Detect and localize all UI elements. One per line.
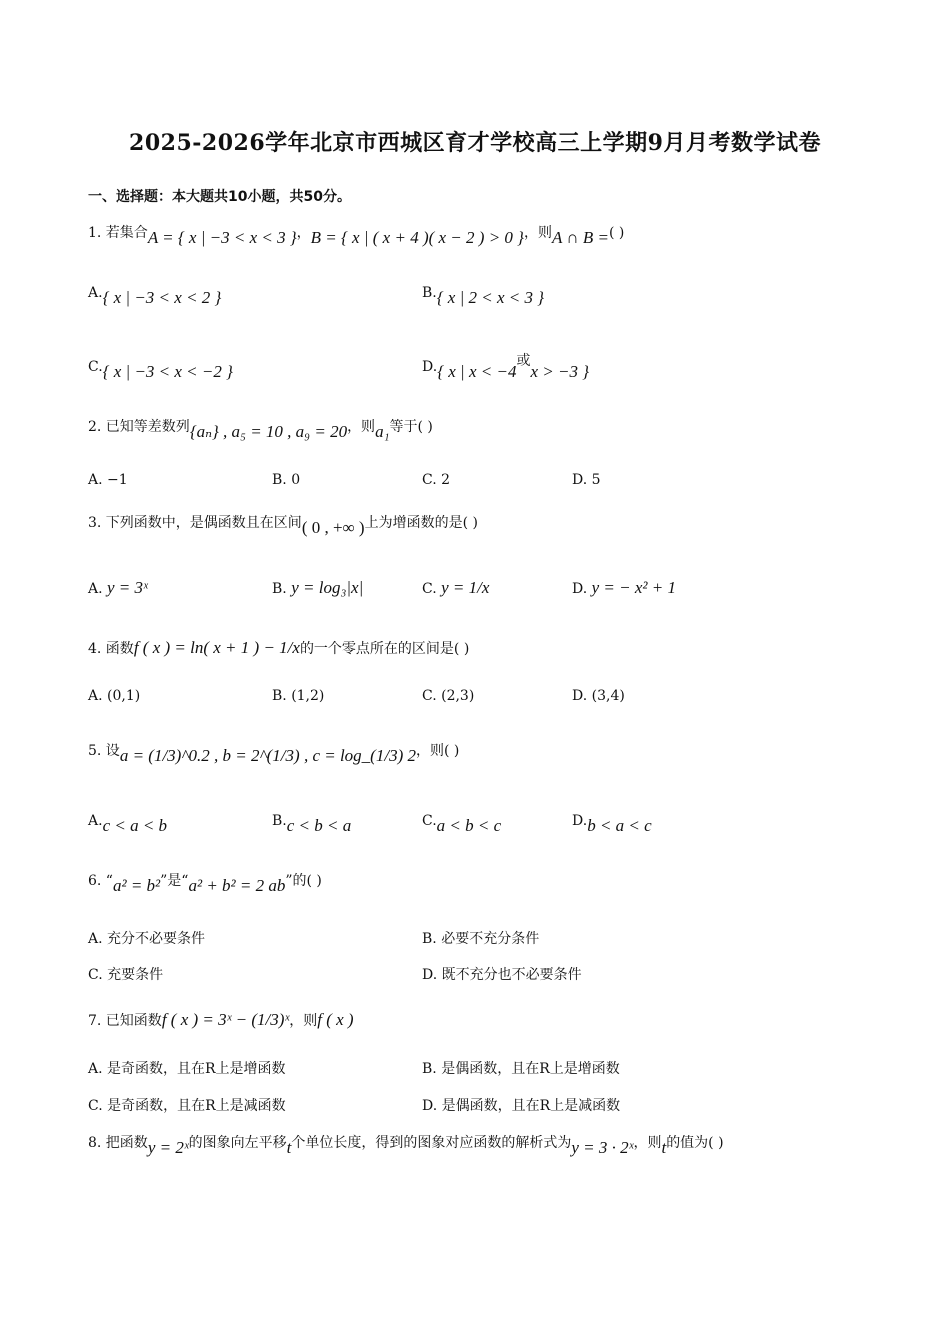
option-math: y = − x² + 1: [591, 578, 676, 597]
q1-set-b: B = { x | ( x + 4 )( x − 2 ) > 0 }: [310, 228, 524, 247]
q8-function: y = 2ˣ: [147, 1138, 189, 1157]
q6-condition-2: a² + b² = 2 ab: [188, 876, 286, 895]
q8-mid2: 个单位长度，得到的图象对应函数的解析式为: [291, 1135, 572, 1151]
q4-option-b[interactable]: B. (1,2): [272, 688, 325, 704]
question-8: [88, 1132, 724, 1157]
option-label: B.: [272, 581, 287, 597]
option-label: D.: [422, 359, 438, 375]
section-heading: 一、选择题：本大题共10小题，共50分。: [88, 189, 351, 205]
option-math: { x | −3 < x < −2 }: [102, 362, 233, 381]
q3-tail: 上为增函数的是( ): [364, 515, 478, 531]
option-label: C.: [88, 359, 103, 375]
q6-option-a[interactable]: A. 充分不必要条件: [88, 931, 206, 947]
option-math: b < a < c: [587, 816, 652, 835]
q8-then: ，则: [633, 1135, 662, 1151]
q7-option-a[interactable]: A. 是奇函数，且在R上是增函数: [88, 1061, 286, 1077]
question-5: [88, 740, 460, 765]
option-or: 或: [516, 353, 531, 369]
q1-paren: ( ): [608, 225, 625, 241]
q5-then: ，则( ): [415, 743, 460, 759]
q6-option-b[interactable]: B. 必要不充分条件: [422, 931, 540, 947]
q1-option-a[interactable]: [88, 282, 222, 307]
q4-tail: 的一个零点所在的区间是( ): [299, 641, 470, 657]
option-label: B.: [272, 813, 287, 829]
q1-option-d[interactable]: [422, 353, 589, 381]
option-math: y = log₃|x|: [291, 578, 364, 597]
q4-option-c[interactable]: C. (2,3): [422, 688, 475, 704]
q6-condition-1: a² = b²: [112, 876, 161, 895]
option-math: x > −3 }: [530, 362, 589, 381]
option-math: y = 3ˣ: [107, 578, 148, 597]
q2-then: ，则: [347, 419, 376, 435]
q6-option-d[interactable]: D. 既不充分也不必要条件: [422, 967, 582, 983]
option-math: y = 1/x: [441, 578, 490, 597]
q2-option-d[interactable]: D. 5: [572, 472, 601, 488]
q2-option-c[interactable]: C. 2: [422, 472, 451, 488]
q2-a1: a₁: [375, 422, 390, 441]
question-6: [88, 870, 322, 895]
q6-tail: ”的( ): [285, 873, 322, 889]
q8-stem: 8. 把函数: [88, 1135, 148, 1151]
q3-option-a[interactable]: [88, 578, 148, 598]
q5-definitions: a = (1/3)^0.2 , b = 2^(1/3) , c = log_(1/3) 2: [119, 746, 416, 765]
option-math: a < b < c: [436, 816, 502, 835]
q4-option-a[interactable]: A. (0,1): [88, 688, 141, 704]
q3-option-c[interactable]: [422, 578, 489, 598]
option-label: C.: [422, 813, 437, 829]
q1-sep: ，: [296, 225, 311, 241]
q1-set-a: A = { x | −3 < x < 3 }: [147, 228, 297, 247]
q5-option-a[interactable]: [88, 810, 168, 835]
q2-stem: 2. 已知等差数列: [88, 419, 190, 435]
q5-option-b[interactable]: [272, 810, 352, 835]
q3-option-d[interactable]: [572, 578, 676, 598]
option-label: A.: [88, 581, 103, 597]
q1-stem: 1. 若集合: [88, 225, 148, 241]
q3-option-b[interactable]: [272, 578, 363, 598]
q4-option-d[interactable]: D. (3,4): [572, 688, 625, 704]
q3-stem: 3. 下列函数中，是偶函数且在区间: [88, 515, 302, 531]
q8-t: t: [286, 1138, 292, 1157]
option-label: D.: [572, 581, 588, 597]
question-1: [88, 222, 625, 247]
page-title: 2025-2026学年北京市西城区育才学校高三上学期9月月考数学试卷: [129, 130, 821, 156]
q8-result: y = 3 · 2ˣ: [571, 1138, 634, 1157]
q1-intersection: A ∩ B =: [551, 228, 609, 247]
q2-option-b[interactable]: B. 0: [272, 472, 301, 488]
q2-option-a[interactable]: A. −1: [88, 472, 128, 488]
q2-sequence: {aₙ} , a₅ = 10 , a₉ = 20: [189, 422, 348, 441]
q6-stem: 6. “: [88, 873, 113, 889]
option-math: { x | 2 < x < 3 }: [436, 288, 545, 307]
q6-mid: ”是“: [160, 873, 189, 889]
q7-fx: f ( x ): [317, 1010, 354, 1029]
option-label: D.: [572, 813, 588, 829]
q4-stem: 4. 函数: [88, 641, 134, 657]
question-3: [88, 512, 478, 537]
option-label: C.: [422, 581, 437, 597]
q2-tail: 等于( ): [389, 419, 433, 435]
option-label: A.: [88, 813, 103, 829]
q7-option-b[interactable]: B. 是偶函数，且在R上是增函数: [422, 1061, 620, 1077]
q5-stem: 5. 设: [88, 743, 120, 759]
q7-option-d[interactable]: D. 是偶函数，且在R上是减函数: [422, 1098, 621, 1114]
q3-interval: ( 0 , +∞ ): [301, 518, 365, 537]
q8-mid: 的图象向左平移: [188, 1135, 287, 1151]
q7-option-c[interactable]: C. 是奇函数，且在R上是减函数: [88, 1098, 286, 1114]
question-7: [88, 1010, 354, 1030]
question-4: [88, 638, 469, 658]
option-math: { x | x < −4: [437, 362, 517, 381]
option-math: { x | −3 < x < 2 }: [102, 288, 222, 307]
q6-option-c[interactable]: C. 充要条件: [88, 967, 164, 983]
option-math: c < a < b: [102, 816, 168, 835]
q7-then: ，则: [289, 1013, 318, 1029]
q1-option-c[interactable]: [88, 356, 233, 381]
option-math: c < b < a: [286, 816, 352, 835]
q5-option-d[interactable]: [572, 810, 652, 835]
q8-t2: t: [661, 1138, 667, 1157]
option-label: A.: [88, 285, 103, 301]
q1-then: ，则: [523, 225, 552, 241]
q7-stem: 7. 已知函数: [88, 1013, 162, 1029]
q5-option-c[interactable]: [422, 810, 502, 835]
q1-option-b[interactable]: [422, 282, 545, 307]
q4-function: f ( x ) = ln( x + 1 ) − 1/x: [133, 638, 300, 657]
q8-tail: 的值为( ): [666, 1135, 724, 1151]
option-label: B.: [422, 285, 437, 301]
question-2: [88, 416, 433, 441]
q7-function: f ( x ) = 3ˣ − (1/3)ˣ: [161, 1010, 290, 1029]
